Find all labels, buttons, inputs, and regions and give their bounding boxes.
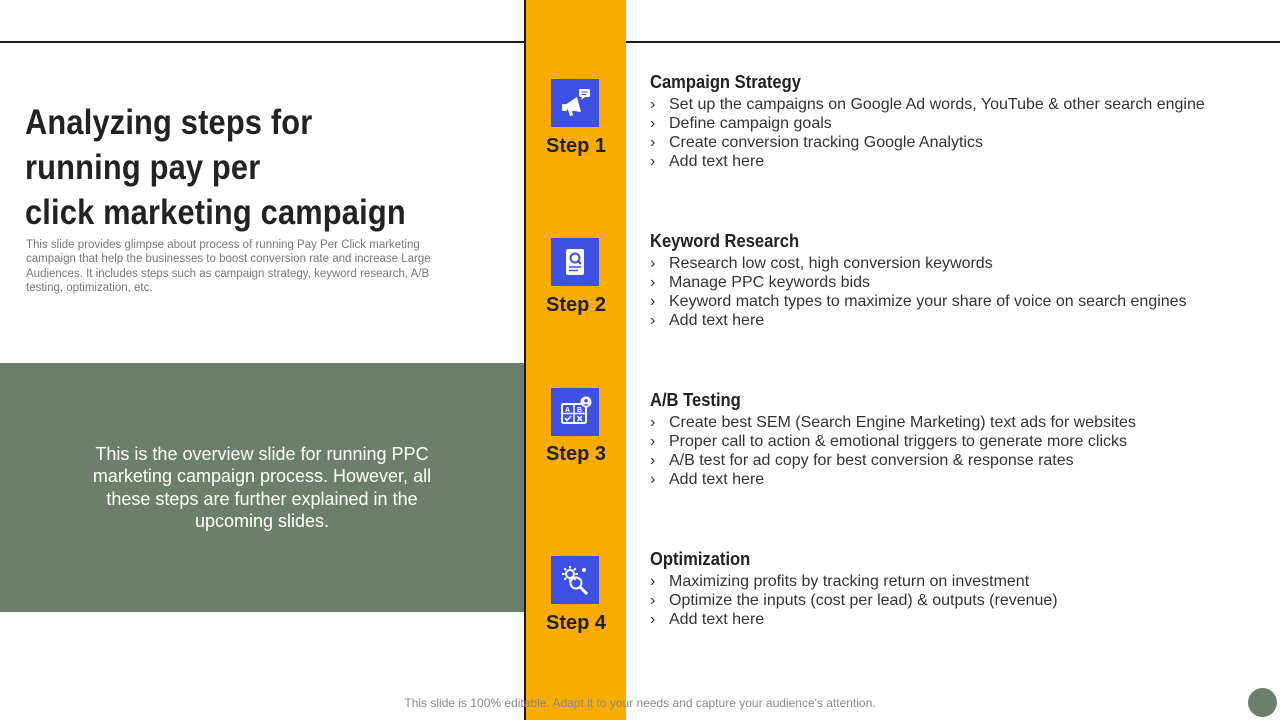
list-item: › Proper call to action & emotional triggers to generate more clicks <box>650 433 1127 450</box>
step-label: Step 2 <box>545 294 607 316</box>
list-item: › Create conversion tracking Google Analytics <box>650 134 983 151</box>
list-item: › Add text here <box>650 153 765 170</box>
title-line: Analyzing steps for <box>25 103 313 142</box>
bullet-list <box>650 413 1270 489</box>
step-4-content <box>650 549 1270 629</box>
list-item: › Research low cost, high conversion keywords <box>650 255 993 272</box>
overview-text: This is the overview slide for running PPC marketing campaign process. However, all these steps are further explained in the upcoming slides. <box>92 443 432 531</box>
megaphone-icon <box>551 79 599 127</box>
list-item: › Add text here <box>650 471 765 488</box>
svg-text:A: A <box>565 407 571 414</box>
gear-magnifier-icon <box>551 556 599 604</box>
step-label: Step 1 <box>545 135 607 157</box>
svg-text:B: B <box>577 407 583 414</box>
step-heading: A/B Testing <box>650 390 741 410</box>
chevron-right-icon: › <box>650 611 656 628</box>
bullet-list <box>650 254 1270 330</box>
list-item: › Keyword match types to maximize your share of voice on search engines <box>650 293 1187 310</box>
bullet-list <box>650 95 1270 171</box>
list-item: › Manage PPC keywords bids <box>650 274 870 291</box>
step-label: Step 4 <box>545 612 607 634</box>
step-3-content <box>650 390 1270 489</box>
corner-decoration <box>1248 688 1277 717</box>
chevron-right-icon: › <box>650 274 656 291</box>
chevron-right-icon: › <box>650 452 656 469</box>
chevron-right-icon: › <box>650 573 656 590</box>
step-heading: Optimization <box>650 549 751 569</box>
chevron-right-icon: › <box>650 134 656 151</box>
list-item: › A/B test for ad copy for best conversion & response rates <box>650 452 1074 469</box>
chevron-right-icon: › <box>650 592 656 609</box>
list-item: › Set up the campaigns on Google Ad words, YouTube & other search engine <box>650 96 1205 113</box>
list-item: › Add text here <box>650 312 765 329</box>
list-item: › Maximizing profits by tracking return on investment <box>650 573 1030 590</box>
document-search-icon <box>551 238 599 286</box>
title-line: running pay per <box>25 148 261 187</box>
slide-description: This slide provides glimpse about process of running Pay Per Click marketing campaign that help the businesses to boost conversion rate and increase Large Audiences. It includes steps such as campaign strategy, keyword research, A/B testing, optimization, etc. <box>26 239 431 294</box>
chevron-right-icon: › <box>650 153 656 170</box>
step-2-content <box>650 231 1270 330</box>
chevron-right-icon: › <box>650 312 656 329</box>
chevron-right-icon: › <box>650 414 656 431</box>
chevron-right-icon: › <box>650 255 656 272</box>
footer-note: This slide is 100% editable. Adapt it to your needs and capture your audience's attention. <box>404 696 876 710</box>
step-label: Step 3 <box>545 443 607 465</box>
overview-box <box>0 363 524 612</box>
bullet-list <box>650 572 1270 629</box>
chevron-right-icon: › <box>650 471 656 488</box>
list-item: › Create best SEM (Search Engine Marketing) text ads for websites <box>650 414 1136 431</box>
top-divider-line <box>0 41 1280 43</box>
step-1-content <box>650 72 1270 171</box>
chevron-right-icon: › <box>650 96 656 113</box>
step-heading: Keyword Research <box>650 231 800 251</box>
chevron-right-icon: › <box>650 115 656 132</box>
list-item: › Add text here <box>650 611 765 628</box>
title-line: click marketing campaign <box>25 193 406 232</box>
list-item: › Optimize the inputs (cost per lead) & outputs (revenue) <box>650 592 1058 609</box>
chevron-right-icon: › <box>650 293 656 310</box>
step-heading: Campaign Strategy <box>650 72 801 92</box>
slide-title <box>25 100 447 235</box>
chevron-right-icon: › <box>650 433 656 450</box>
list-item: › Define campaign goals <box>650 115 832 132</box>
ab-test-icon <box>551 388 599 436</box>
